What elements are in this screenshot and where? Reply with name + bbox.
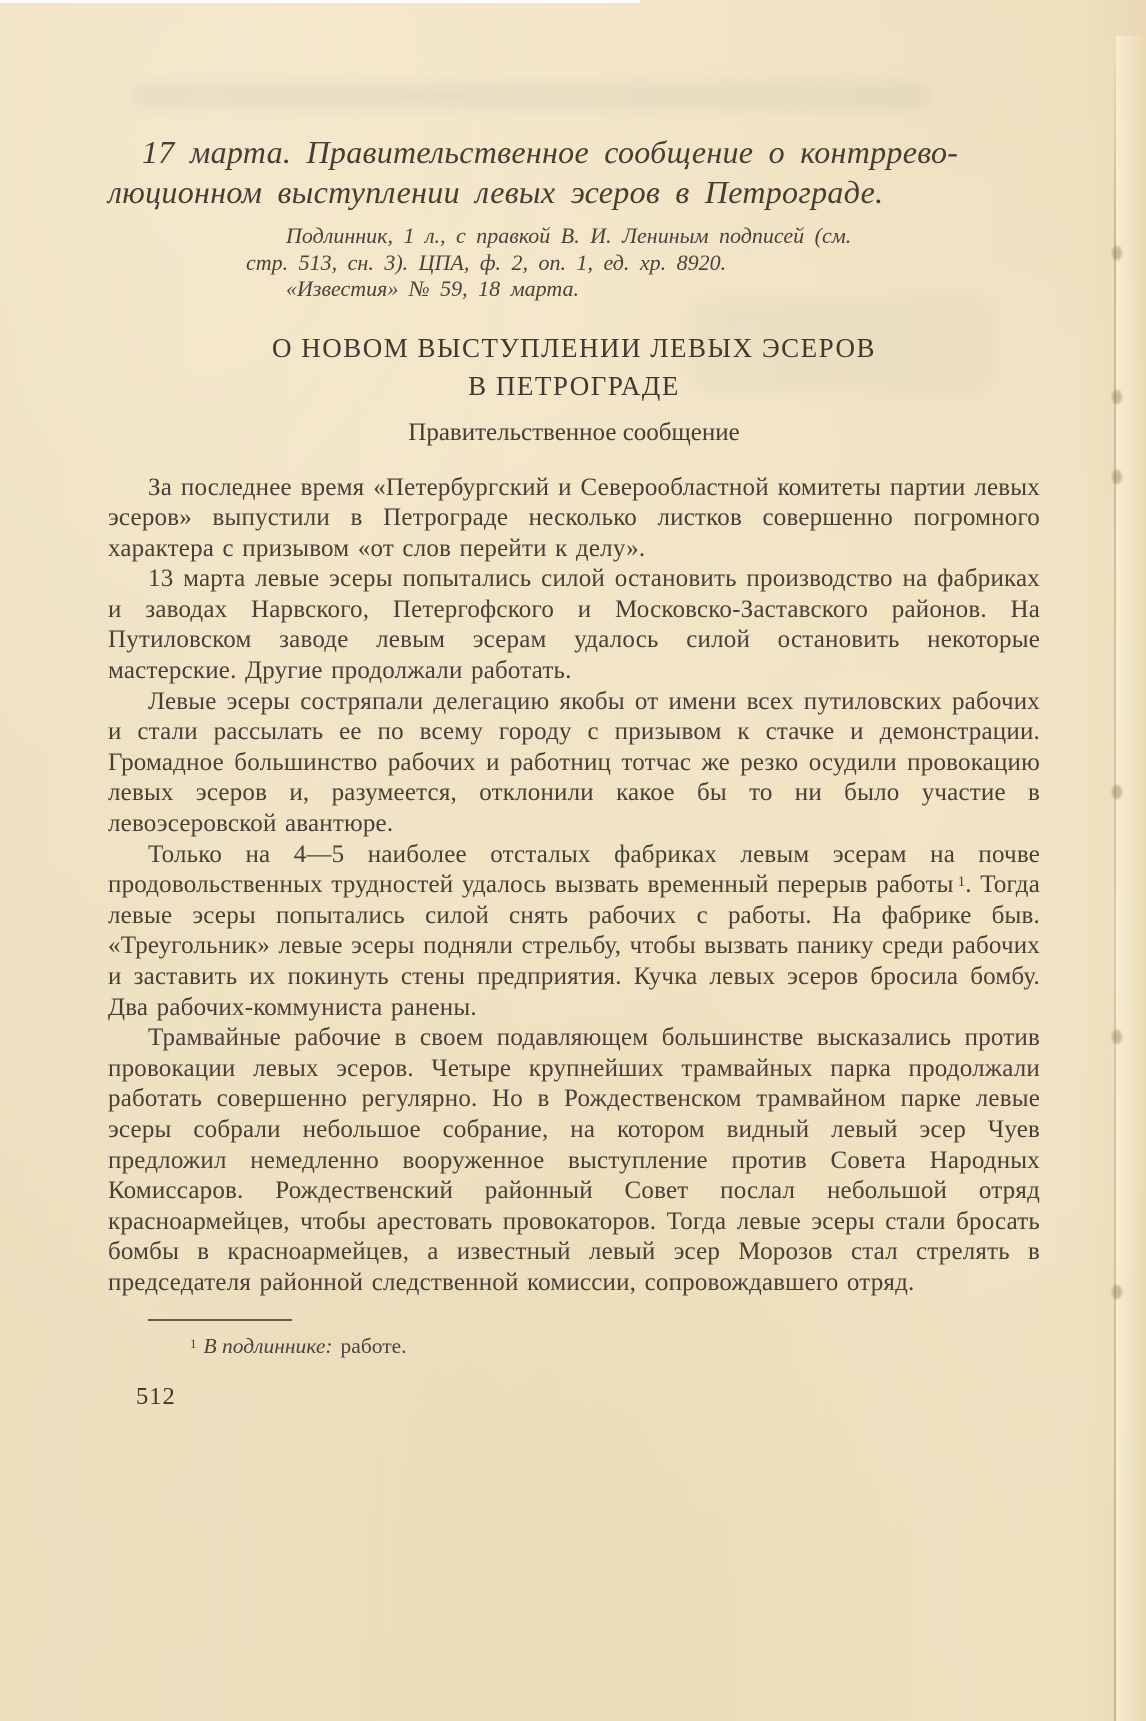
page-edge-nick [1112,1285,1122,1299]
paragraph: 13 марта левые эсеры попытались силой остановить производство на фабриках и заводах Нарвского, Петергофского и Московско-Заставского районов. На Путиловском заводе левым эсерам удалось силой остановить некоторые мастерские. Другие продолжали работать. [108,565,1040,685]
page-edge-nick [1112,785,1122,799]
ink-bleedthrough-artifact [130,84,930,108]
document-subtitle: Правительственное сообщение [408,418,740,446]
scan-edge-artifact [0,0,640,3]
paragraph [108,840,1040,1024]
document-title-line: О НОВОМ ВЫСТУПЛЕНИИ ЛЕВЫХ ЭСЕРОВ [271,332,877,363]
source-note-line: стр. 513, сн. 3). ЦПА, ф. 2, оп. 1, ед. хр. 8920. [246,249,727,275]
archival-source-note [246,223,1040,303]
document-title-line: В ПЕТРОГРАДЕ [468,370,680,401]
paragraph-text: Только на 4—5 наиболее отсталых фабриках левым эсерам на почве продовольственных трудностей удалось вызвать временный перерыв работы [108,840,1040,899]
footnote-label: В подлиннике: [203,1333,333,1358]
page-content [108,132,1040,1411]
page-edge-nick [1112,1030,1122,1044]
paragraph: Левые эсеры состряпали делегацию якобы от имени всех путиловских рабочих и стали рассылать ее по всему городу с призывом к стачке и демонстрации. Громадное большинство рабочих и работниц тотчас же резко осудили провокацию левых эсеров и, разумеется, отклонили какое бы то ни было участие в левоэсеровской авантюре. [108,687,1040,838]
page-number: 512 [136,1382,176,1410]
paragraph-text: . Тогда левые эсеры попытались силой снять рабочих с работы. На фабрике быв. «Треугольник» левые эсеры подняли стрельбу, чтобы вызвать панику среди рабочих и заставить их покинуть стены предприятия. Кучка левых эсеров бросила бомбу. Два рабочих-коммуниста ранены. [108,871,1040,1021]
entry-heading [108,132,1040,212]
footnote-rule [148,1319,292,1321]
footnote-reference: 1 [957,874,966,891]
entry-heading-line: люционном выступлении левых эсеров в Петрограде. [108,174,884,210]
paragraph: Трамвайные рабочие в своем подавляющем большинстве высказались против провокации левых эсеров. Четыре крупнейших трамвайных парка продолжали работать совершенно регулярно. Но в Рождественском трамвайном парке левые эсеры собрали небольшое собрание, на котором видный левый эсер Чуев предложил немедленно вооруженное выступление против Совета Народных Комиссаров. Рождественский районный Совет послал небольшой отряд красноармейцев, чтобы арестовать провокаторов. Тогда левые эсеры стали бросать бомбы в красноармейцев, а известный левый эсер Морозов стал стрелять в председателя районной следственной комиссии, сопровождавшего отряд. [108,1024,1040,1296]
document-title [108,329,1040,405]
page-edge-nick [1112,246,1122,260]
source-note-line: «Известия» № 59, 18 марта. [286,276,580,301]
footnote-number: 1 [190,1335,197,1351]
page-edge-nick [1112,470,1122,484]
entry-heading-line: 17 марта. Правительственное сообщение о контррево- [142,134,959,170]
page-fold-line [1114,40,1116,1721]
paragraph: За последнее время «Петербургский и Северообластной комитеты партии левых эсеров» выпустили в Петрограде несколько листков совершенно погромного характера с призывом «от слов перейти к делу». [108,473,1040,562]
page-edge-nick [1112,390,1122,404]
footnote-text: работе. [340,1333,407,1358]
document-body [108,473,1040,1299]
source-note-line: Подлинник, 1 л., с правкой В. И. Лениным подписей (см. [286,223,852,248]
page-edge [1116,36,1146,1721]
footnote [108,1334,1040,1359]
